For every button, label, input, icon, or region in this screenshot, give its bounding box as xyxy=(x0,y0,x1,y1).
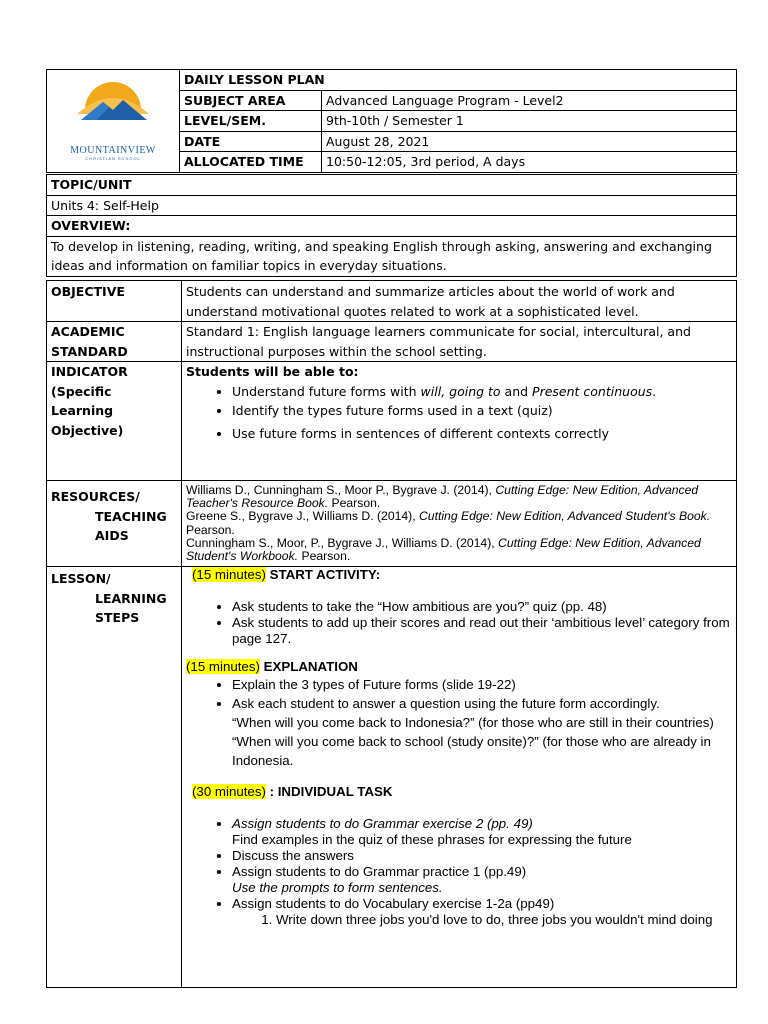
individual-task-item xyxy=(232,864,732,896)
lesson-label xyxy=(47,567,182,988)
explanation-heading xyxy=(186,659,732,675)
resources-content xyxy=(182,481,737,567)
indicator-label-line1: INDICATOR xyxy=(51,364,128,379)
task1-text: Assign students to do Grammar exercise 2 (pp. 49) xyxy=(232,816,533,832)
individual-task-item: • Discuss the answers xyxy=(232,848,732,864)
explanation-item xyxy=(232,694,732,770)
lesson-plan-title: DAILY LESSON PLAN xyxy=(180,70,737,91)
ref3-publisher: Pearson. xyxy=(298,549,351,564)
indicator-item1-em1: will, going to xyxy=(420,383,501,399)
ref1-publisher: Pearson. xyxy=(328,496,381,511)
topic-label: TOPIC/UNIT xyxy=(47,175,737,196)
reference-item xyxy=(186,510,732,536)
explanation-question2: “When will you come back to school (study onsite)?” (for those who are already in Indonesia. xyxy=(232,734,711,769)
indicator-label-line2: (Specific Learning xyxy=(51,383,114,418)
ref2-title: Cutting Edge: New Edition, Advanced Student's Book. xyxy=(419,509,711,524)
date-value: August 28, 2021 xyxy=(322,131,737,152)
explanation-time: (15 minutes) xyxy=(186,659,260,675)
indicator-item1-post: . xyxy=(652,383,657,399)
indicator-label-line3: Objective) xyxy=(51,422,124,438)
lesson-label-line3: STEPS xyxy=(95,610,140,626)
standard-label-line1: ACADEMIC xyxy=(51,324,125,339)
start-activity-time: (15 minutes) xyxy=(192,567,266,583)
start-activity-list xyxy=(186,599,732,647)
indicator-item xyxy=(232,382,732,402)
explanation-title: EXPLANATION xyxy=(259,659,358,675)
explanation-item2-text: Ask each student to answer a question using the future form accordingly. xyxy=(232,696,660,712)
standard-text: Standard 1: English language learners communicate for social, intercultural, and instructional purposes within the school setting. xyxy=(182,322,737,362)
resources-label-line2: TEACHING xyxy=(95,508,167,524)
ref2-publisher: Pearson. xyxy=(186,522,235,537)
individual-task-title: : INDIVIDUAL TASK xyxy=(265,784,393,800)
individual-task-time: (30 minutes) xyxy=(192,784,266,800)
level-value: 9th-10th / Semester 1 xyxy=(322,111,737,132)
individual-task-list xyxy=(186,816,732,912)
logo-cell xyxy=(47,70,180,173)
indicator-label xyxy=(47,362,182,481)
ref2-authors: Greene S., Bygrave J., Williams D. (2014), xyxy=(186,509,419,524)
overview-text: To develop in listening, reading, writing, and speaking English through asking, answering and exchanging ideas and information on familiar topics in everyday situations. xyxy=(47,236,737,276)
ref3-title: Cutting Edge: New Edition, Advanced Student's Workbook. xyxy=(186,535,701,564)
school-logo-icon xyxy=(67,80,159,144)
indicator-item: • Use future forms in sentences of different contexts correctly xyxy=(232,424,732,444)
task1-subtext: Find examples in the quiz of these phrases for expressing the future xyxy=(232,832,632,848)
explanation-list xyxy=(186,675,732,770)
header-table xyxy=(46,69,737,173)
allocated-time-value: 10:50-12:05, 3rd period, A days xyxy=(322,152,737,173)
indicator-intro: Students will be able to: xyxy=(186,364,359,379)
ref3-authors: Cunningham S., Moor, P., Bygrave J., Williams D. (2014), xyxy=(186,535,499,550)
task3-subtext: Use the prompts to form sentences. xyxy=(232,880,443,896)
resources-label-line3: AIDS xyxy=(95,528,129,543)
task3-text: Assign students to do Grammar practice 1 (pp.49) xyxy=(232,864,527,880)
vocabulary-steps-list xyxy=(186,912,732,928)
overview-label: OVERVIEW: xyxy=(47,216,737,237)
main-table xyxy=(46,280,737,988)
lesson-label-line1: LESSON/ xyxy=(51,571,111,587)
level-label: LEVEL/SEM. xyxy=(180,111,322,132)
ref1-title: Cutting Edge: New Edition, Advanced Teacher's Resource Book. xyxy=(186,483,699,511)
ref1-authors: Williams D., Cunningham S., Moor P., Bygrave J. (2014), xyxy=(186,483,496,497)
start-activity-item: • Ask students to take the “How ambitious are you?” quiz (pp. 48) xyxy=(232,599,732,615)
topic-table xyxy=(46,174,737,277)
lesson-label-line2: LEARNING xyxy=(95,590,167,606)
resources-label-line1: RESOURCES/ xyxy=(51,489,140,504)
explanation-question1: “When will you come back to Indonesia?” (for those who are still in their countries) xyxy=(232,715,714,731)
start-activity-title: START ACTIVITY: xyxy=(265,567,381,583)
subject-area-value: Advanced Language Program - Level2 xyxy=(322,90,737,111)
indicator-item1-em2: Present continuous xyxy=(532,383,653,399)
start-activity-item: • Ask students to add up their scores and read out their ‘ambitious level’ category from page 127. xyxy=(232,615,732,647)
logo-text: MOUNTAINVIEW xyxy=(70,145,156,157)
objective-label: OBJECTIVE xyxy=(47,281,182,322)
indicator-content xyxy=(182,362,737,481)
explanation-item: • Explain the 3 types of Future forms (slide 19-22) xyxy=(232,675,732,694)
vocabulary-step-item: 1. Write down three jobs you'd love to do, three jobs you wouldn't mind doing xyxy=(276,912,732,928)
topic-value: Units 4: Self-Help xyxy=(47,195,737,216)
lesson-content xyxy=(182,567,737,988)
indicator-item1-pre: Understand future forms with xyxy=(232,383,421,399)
indicator-list xyxy=(186,382,732,444)
individual-task-item xyxy=(232,816,732,848)
individual-task-item: • Assign students to do Vocabulary exercise 1-2a (pp49) xyxy=(232,896,732,912)
date-label: DATE xyxy=(180,131,322,152)
objective-text: Students can understand and summarize articles about the world of work and understand motivational quotes related to work at a sophisticated level. xyxy=(182,281,737,322)
standard-label xyxy=(47,322,182,362)
indicator-item: • Identify the types future forms used in a text (quiz) xyxy=(232,401,732,421)
start-activity-heading xyxy=(186,567,732,583)
subject-area-label: SUBJECT AREA xyxy=(180,90,322,111)
reference-item xyxy=(186,537,732,563)
allocated-time-label: ALLOCATED TIME xyxy=(180,152,322,173)
reference-item xyxy=(186,484,732,510)
standard-label-line2: STANDARD xyxy=(51,343,128,359)
logo-subtext: CHRISTIAN SCHOOL xyxy=(85,156,141,162)
indicator-item1-mid: and xyxy=(500,383,533,399)
individual-task-heading xyxy=(186,784,732,800)
resources-label xyxy=(47,481,182,567)
